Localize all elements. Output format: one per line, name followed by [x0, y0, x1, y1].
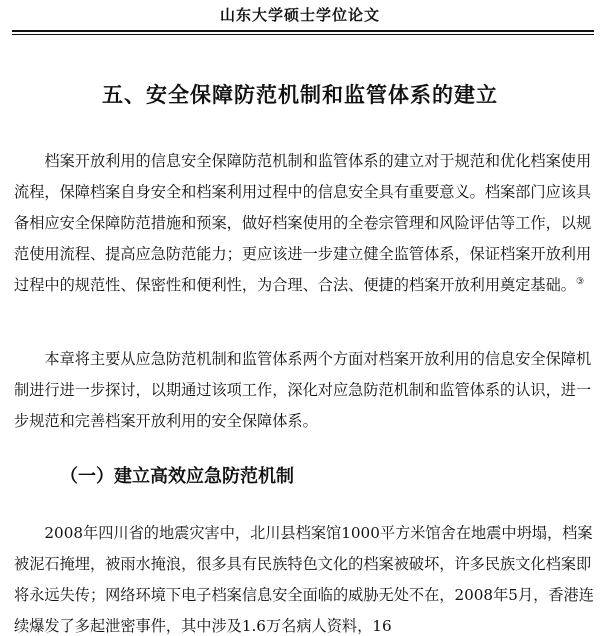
chapter-title: 五、安全保障防范机制和监管体系的建立 — [102, 83, 498, 107]
paragraph-2 — [14, 344, 598, 437]
paragraph-3-text: 2008年四川省的地震灾害中，北川县档案馆1000平方米馆舍在地震中坍塌，档案被泥石掩埋，被雨水掩浪，很多具有民族特色文化的档案被破坏，许多民族文化档案即将永远失传；网络环境下电子档案信息安全面临的威胁无处不在，2008年5月，香港连续爆发了多起泄密事件，其中涉及1.6万名病人资料，16 — [14, 524, 594, 635]
footnote-marker: ③ — [575, 276, 585, 287]
header-rule-thin — [12, 34, 594, 35]
paragraph-3 — [14, 518, 598, 636]
paragraph-1 — [14, 146, 598, 301]
section-heading: （一）建立高效应急防范机制 — [60, 466, 294, 487]
paragraph-2-text: 本章将主要从应急防范机制和监管体系两个方面对档案开放利用的信息安全保障机制进行进一步探讨，以期通过该项工作，深化对应急防范机制和监管体系的认识，进一步规范和完善档案开放利用的安全保障体系。 — [14, 350, 592, 430]
running-header: 山东大学硕士学位论文 — [219, 6, 380, 24]
paragraph-1-text — [14, 146, 598, 301]
header-rule — [12, 30, 594, 32]
paragraph-1-body: 档案开放利用的信息安全保障防范机制和监管体系的建立对于规范和优化档案使用流程，保障档案自身安全和档案利用过程中的信息安全具有重要意义。档案部门应该具备相应安全保障防范措施和预案，做好档案使用的全卷宗管理和风险评估等工作，以规范使用流程、提高应急防范能力；更应该进一步建立健全监管体系，保证档案开放利用过程中的规范性、保密性和便利性，为合理、合法、便捷的档案开放利用奠定基础。 — [14, 152, 592, 294]
